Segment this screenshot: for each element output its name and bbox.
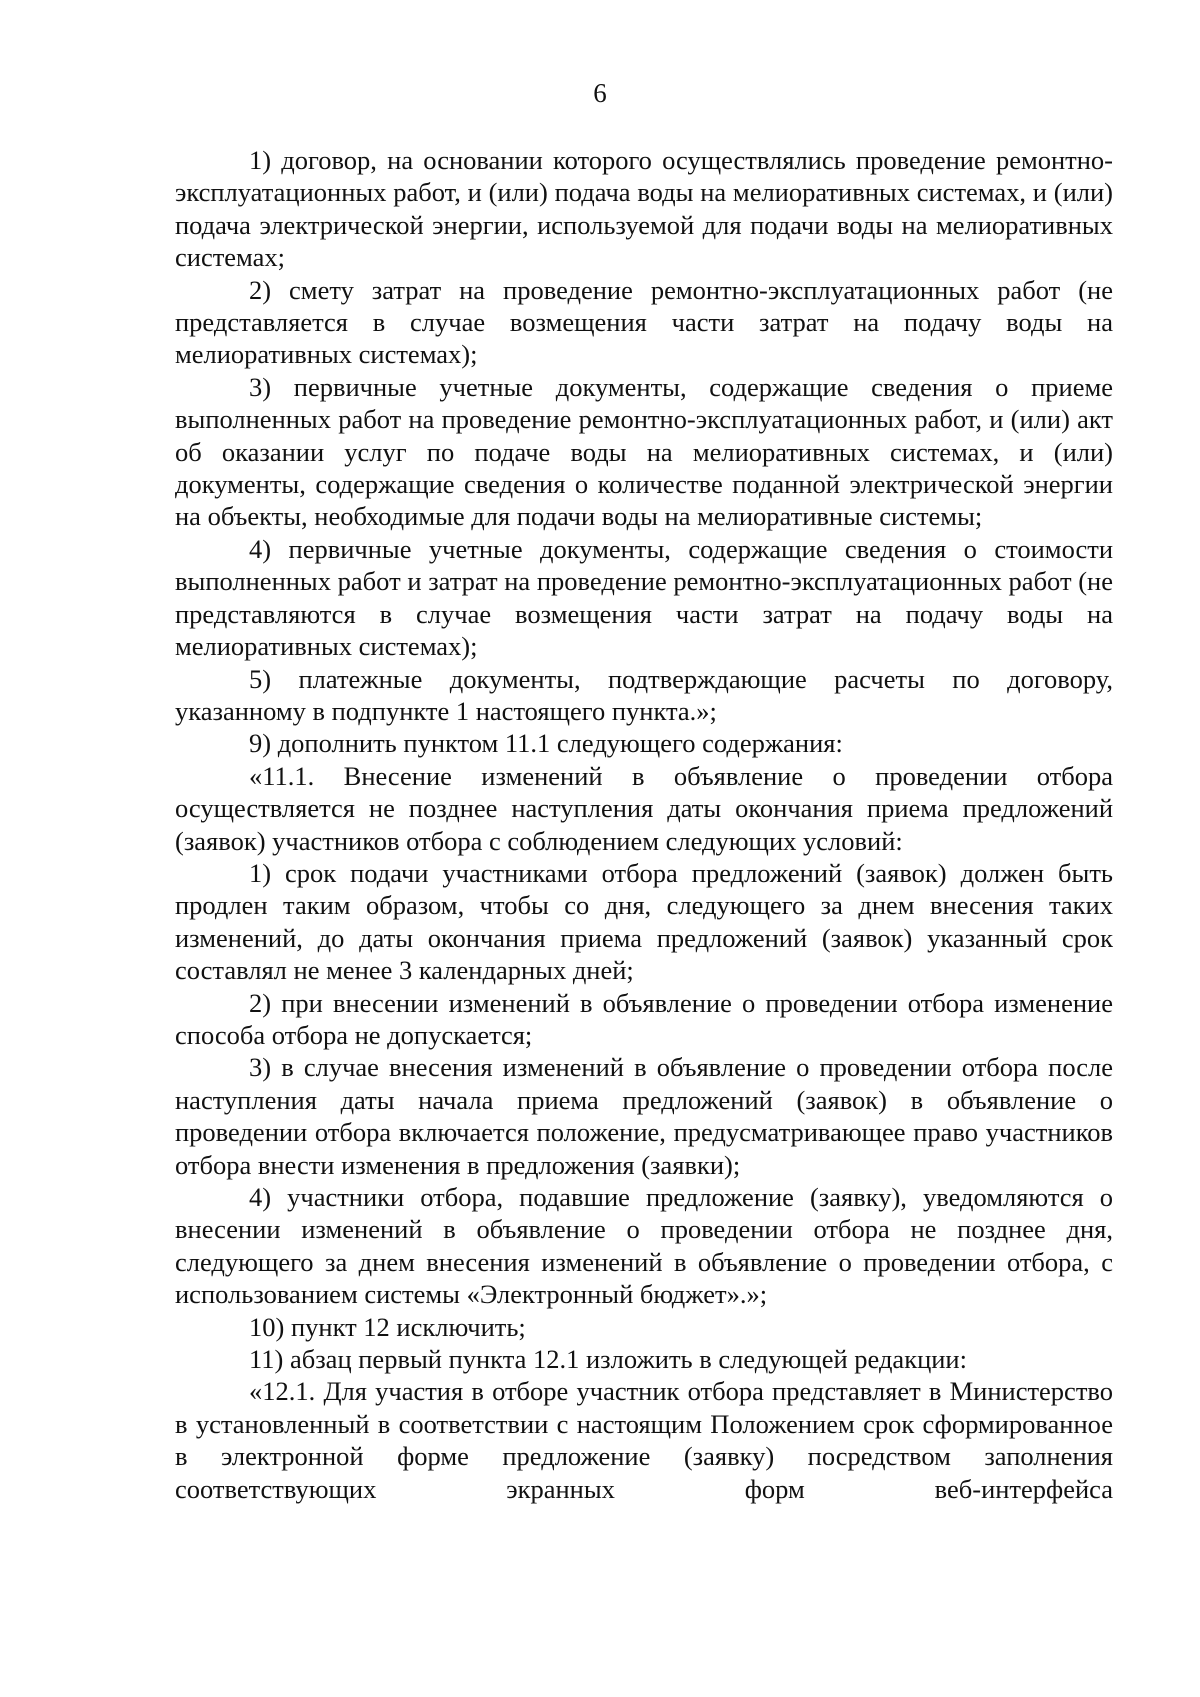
paragraph: 1) срок подачи участниками отбора предложений (заявок) должен быть продлен таким образом, чтобы со дня, следующего за днем внесения таких изменений, до даты окончания приема предложений (заявок) указанный срок составлял не менее 3 календарных дней; — [175, 857, 1113, 986]
paragraph: 11) абзац первый пункта 12.1 изложить в следующей редакции: — [249, 1344, 967, 1375]
paragraph: 10) пункт 12 исключить; — [249, 1311, 526, 1342]
paragraph: 3) первичные учетные документы, содержащие сведения о приеме выполненных работ на проведение ремонтно-эксплуатационных работ, и (или) акт об оказании услуг по подаче воды на мелиоративных системах, и (или) документы, содержащие сведения о количестве поданной электрической энергии на объекты, необходимые для подачи воды на мелиоративные системы; — [175, 371, 1113, 532]
paragraph: 4) первичные учетные документы, содержащие сведения о стоимости выполненных работ и затрат на проведение ремонтно-эксплуатационных работ (не представляются в случае возмещения части затрат на подачу воды на мелиоративных системах); — [175, 533, 1113, 662]
paragraph: 1) договор, на основании которого осуществлялись проведение ремонтно-эксплуатационных работ, и (или) подача воды на мелиоративных системах, и (или) подача электрической энергии, используемой для подачи воды на мелиоративных системах; — [175, 145, 1113, 273]
paragraph: 2) при внесении изменений в объявление о проведении отбора изменение способа отбора не допускается; — [175, 987, 1113, 1050]
paragraph: «12.1. Для участия в отборе участник отбора представляет в Министерство в установленный в соответствии с настоящим Положением срок сформированное в электронной форме предложение (заявку) посредством заполнения соответствующих экранных форм веб-интерфейса — [175, 1376, 1113, 1504]
page-number: 6 — [593, 78, 607, 108]
paragraph: 9) дополнить пунктом 11.1 следующего содержания: — [249, 728, 843, 759]
paragraph: 5) платежные документы, подтверждающие расчеты по договору, указанному в подпункте 1 настоящего пункта.»; — [175, 663, 1113, 726]
paragraph: 2) смету затрат на проведение ремонтно-эксплуатационных работ (не представляется в случае возмещения части затрат на подачу воды на мелиоративных системах); — [175, 274, 1113, 370]
paragraph: «11.1. Внесение изменений в объявление о проведении отбора осуществляется не позднее наступления даты окончания приема предложений (заявок) участников отбора с соблюдением следующих условий: — [175, 760, 1113, 856]
paragraph: 4) участники отбора, подавшие предложение (заявку), уведомляются о внесении изменений в объявление о проведении отбора не позднее дня, следующего за днем внесения изменений в объявление о проведении отбора, с использованием системы «Электронный бюджет».»; — [175, 1182, 1113, 1310]
document-body — [175, 144, 1113, 1505]
paragraph: 3) в случае внесения изменений в объявление о проведении отбора после наступления даты начала приема предложений (заявок) в объявление о проведении отбора включается положение, предусматривающее право участников отбора внести изменения в предложения (заявки); — [175, 1052, 1113, 1180]
